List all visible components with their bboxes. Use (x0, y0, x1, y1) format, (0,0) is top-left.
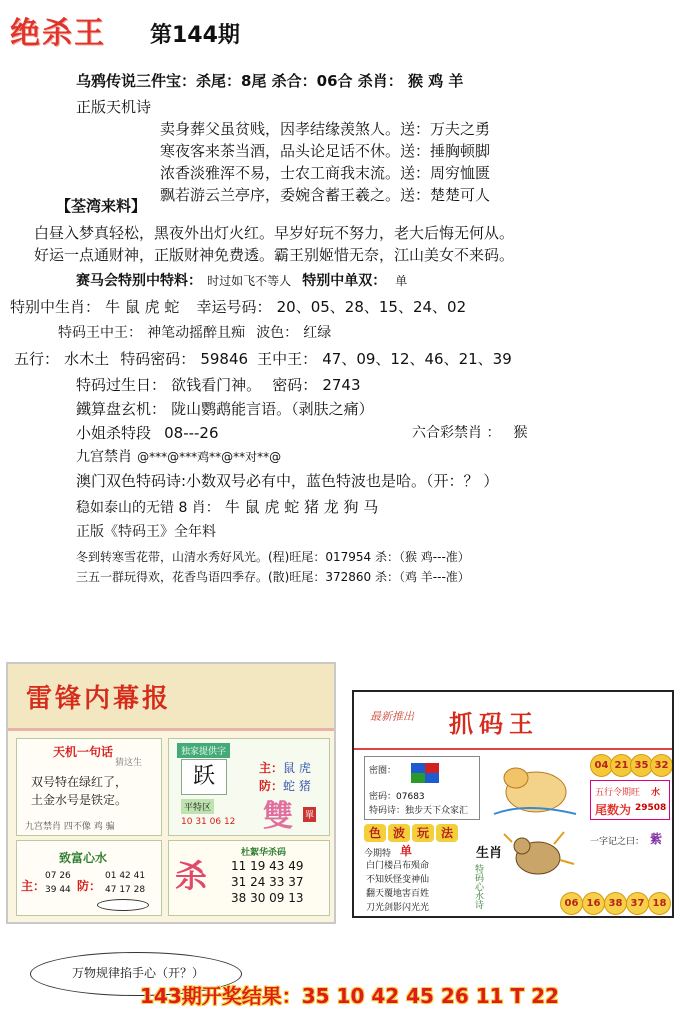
fang-label: 防： (259, 779, 284, 793)
tail-value: 29508 (635, 803, 667, 813)
bottom-ball: 06 (560, 892, 583, 915)
fortune-nums: 01 42 41 (105, 871, 146, 881)
king-label: 特码王中王： (58, 325, 142, 341)
zodiac-row (10, 296, 466, 317)
verse-line: 刀光剑影闪光光 (366, 903, 430, 913)
zodiac-value: 牛 鼠 虎 蛇 (105, 298, 180, 316)
oracle-line: 土金水号是铁定。 (31, 793, 128, 807)
password-label: 密码： (272, 376, 318, 394)
bottom-ball: 37 (626, 892, 649, 915)
password-box (364, 756, 480, 820)
zhu-value: 鼠 虎 (283, 761, 311, 775)
taishan-label: 稳如泰山的无错 8 肖： (76, 500, 220, 516)
kill-char: 杀 (175, 857, 208, 895)
nine-row (76, 446, 281, 466)
poem-value: 独步天下众家汇 (405, 806, 469, 816)
crow-legend-line: 乌鸦传说三件宝：杀尾：8尾 杀合：06合 杀肖： 猴 鸡 羊 (76, 72, 464, 90)
zhuamawang-panel (352, 690, 674, 918)
top-ball: 35 (630, 754, 653, 777)
miss-value: 08---26 (164, 424, 219, 442)
mima2-value: 07683 (396, 792, 425, 802)
kill-title: 杜絮华杀码 (241, 848, 287, 858)
nine-label: 九宫禁肖 (76, 449, 132, 465)
new-tag: 最新推出 (370, 710, 414, 723)
double-char: 雙 (263, 799, 293, 834)
couplet-line: 冬到转寒雪花带，山清水秀好风光。(程)旺尾：017954 杀：（猴 鸡---准） (76, 550, 470, 564)
play-char: 色 (364, 824, 386, 842)
wuxing-box (590, 780, 670, 820)
king-row (58, 322, 331, 342)
code-box-label: 平特区 (181, 799, 214, 814)
horse-text: 时过如飞不等人 (207, 274, 292, 288)
brand-icon (411, 763, 439, 783)
kill-nums: 11 19 43 49 (231, 859, 304, 873)
play-char: 玩 (412, 824, 434, 842)
leifeng-panel (6, 662, 336, 924)
poem-line: 卖身葬父虽贫贱，因孝结缘羡煞人。送：万夫之勇 (160, 120, 491, 138)
oval-decoration (97, 899, 149, 911)
mima2-row (369, 789, 425, 802)
seal-note: 一字记之曰： (590, 837, 645, 847)
poem-line: 飘若游云兰亭序，委婉含蓄王羲之。送：楚楚可人 (160, 186, 491, 204)
oracle-line: 双号特在绿红了， (31, 775, 128, 789)
single-badge: 單 (303, 807, 316, 822)
fullyear-title: 正版《特码王》全年料 (76, 524, 216, 540)
zhuamawang-title: 抓码王 (449, 709, 539, 738)
miss-row (76, 422, 219, 443)
shengxiao-label: 生肖 (476, 846, 503, 861)
kk-label: 王中王： (257, 350, 318, 368)
macau-poem: 澳门双色特码诗:小数双号必有中，蓝色特波也是哈。（开：？ ） (76, 472, 499, 490)
zhuamawang-header (354, 692, 672, 750)
oddeven-label: 特别中单双： (302, 273, 387, 289)
bottom-ball: 18 (648, 892, 671, 915)
fortune-fang: 防： (77, 879, 102, 893)
tail-label: 尾数为 (595, 803, 632, 817)
verse-line: 翻天覆地害百姓 (366, 889, 430, 899)
abacus-row (76, 398, 374, 419)
kill-nums: 31 24 33 37 (231, 875, 304, 889)
lingling-label: 今期特 (364, 849, 392, 859)
wuxing-label: 五行： (14, 350, 60, 368)
miss-label: 小姐杀特段 (76, 424, 152, 442)
fortune-title: 致富心水 (59, 851, 108, 865)
taishan-value: 牛 鼠 虎 蛇 猪 龙 狗 马 (224, 498, 379, 516)
zhu-label: 主： (259, 761, 284, 775)
horse-row (76, 270, 407, 290)
king-value: 神笔动摇醉且痴 (147, 325, 246, 341)
password-value: 2743 (322, 376, 361, 394)
poem-label: 特码诗： (369, 806, 406, 816)
seal-value: 紫 (650, 832, 663, 846)
horse-label: 赛马会特别中特料： (76, 273, 202, 289)
bottom-ball: 16 (582, 892, 605, 915)
site-logo: 绝杀王 (10, 16, 106, 51)
fortune-nums: 07 26 (45, 871, 71, 881)
oracle-title: 天机一句话 (53, 745, 114, 759)
kill-nums: 38 30 09 13 (231, 891, 304, 905)
leifeng-title: 雷锋内幕报 (26, 684, 172, 714)
birthday-value: 欲钱看门神。 (171, 376, 262, 394)
oddeven-value: 单 (395, 274, 408, 288)
abacus-label: 鐵算盘玄机： (76, 400, 167, 418)
birthday-row (76, 374, 361, 395)
ban-row (412, 422, 528, 442)
birthday-label: 特码过生日： (76, 376, 167, 394)
wuxing-row (14, 348, 512, 369)
top-ball: 21 (610, 754, 633, 777)
oracle-sub: 猜这生 (115, 758, 143, 768)
mima-label: 密圈： (369, 766, 397, 776)
word-box (168, 738, 330, 836)
oddeven-badge: 单 (400, 844, 413, 858)
nine-value: @***@***鸡**@**对**@ (137, 450, 282, 464)
fortune-zhu: 主： (21, 879, 46, 893)
issue-number: 第144期 (150, 23, 240, 48)
verse-line: 不知妖怪变神仙 (366, 875, 430, 885)
play-char: 法 (436, 824, 458, 842)
rat-illustration (494, 824, 584, 884)
tiger-illustration (486, 756, 582, 818)
ban-label: 六合彩禁肖 ： (412, 425, 501, 441)
wave-label: 波色： (256, 325, 299, 341)
top-ball: 32 (650, 754, 673, 777)
kill-box (168, 840, 330, 916)
poem-line: 寒夜客来茶当酒，品头论足话不休。送：捶胸顿脚 (160, 142, 491, 160)
poem-row (369, 803, 468, 816)
mima2-label: 密码： (369, 792, 397, 802)
ban-value: 猴 (513, 425, 528, 441)
wuxing-value: 水木土 (64, 350, 110, 368)
fortune-nums: 39 44 (45, 885, 71, 895)
lucky-numbers: 20、05、28、15、24、02 (276, 298, 467, 316)
big-char: 跃 (181, 759, 227, 795)
wave-value: 红绿 (303, 325, 332, 341)
wuxing-box-value: 水 (651, 788, 661, 798)
poem-line: 浓香淡雅浑不易，士农工商我末流。送：周穷恤匮 (160, 164, 491, 182)
top-ball: 04 (590, 754, 613, 777)
oracle-note: 九宫禁肖 四不像 鸡 骗 (25, 822, 115, 832)
fortune-nums: 47 17 28 (105, 885, 146, 895)
taishan-row (76, 496, 378, 517)
word-box-title: 独家提供字 (177, 743, 230, 758)
verse-line: 好运一点通财神，正版财神免费透。霸王别姬惜无奈，江山美女不来码。 (34, 246, 515, 264)
fang-value: 蛇 猪 (283, 779, 311, 793)
poem-title: 正版天机诗 (76, 98, 152, 116)
verse-tag: 特码心水诗 (473, 864, 483, 909)
wuxing-box-label: 五行令期旺 (595, 788, 641, 798)
lucky-label: 幸运号码： (196, 298, 272, 316)
code-label: 特码密码： (120, 350, 196, 368)
cloud-text: 万物规律掐手心（开？） (72, 966, 205, 980)
fortune-box (16, 840, 162, 916)
code-box-numbers: 10 31 06 12 (181, 817, 236, 827)
verse-line: 白门楼吕布殒命 (366, 861, 430, 871)
zodiac-label: 特别中生肖： (10, 298, 101, 316)
draw-result: 143期开奖结果：35 10 42 45 26 11 T 22 (140, 984, 559, 1008)
bottom-ball: 38 (604, 892, 627, 915)
zhu-row (259, 759, 311, 776)
play-char: 波 (388, 824, 410, 842)
abacus-value: 陇山鹦鹉能言语。（剥肤之痛） (171, 400, 374, 418)
source-label: 【荃湾来料】 (56, 197, 147, 215)
verse-line: 白昼入梦真轻松，黑夜外出灯火红。早岁好玩不努力，老大后悔无何从。 (34, 224, 515, 242)
couplet-line: 三五一群玩得欢，花香鸟语四季存。(散)旺尾：372860 杀：（鸡 羊---准） (76, 570, 470, 584)
oracle-box (16, 738, 162, 836)
kk-value: 47、09、12、46、21、39 (322, 350, 512, 368)
code-value: 59846 (200, 350, 249, 368)
